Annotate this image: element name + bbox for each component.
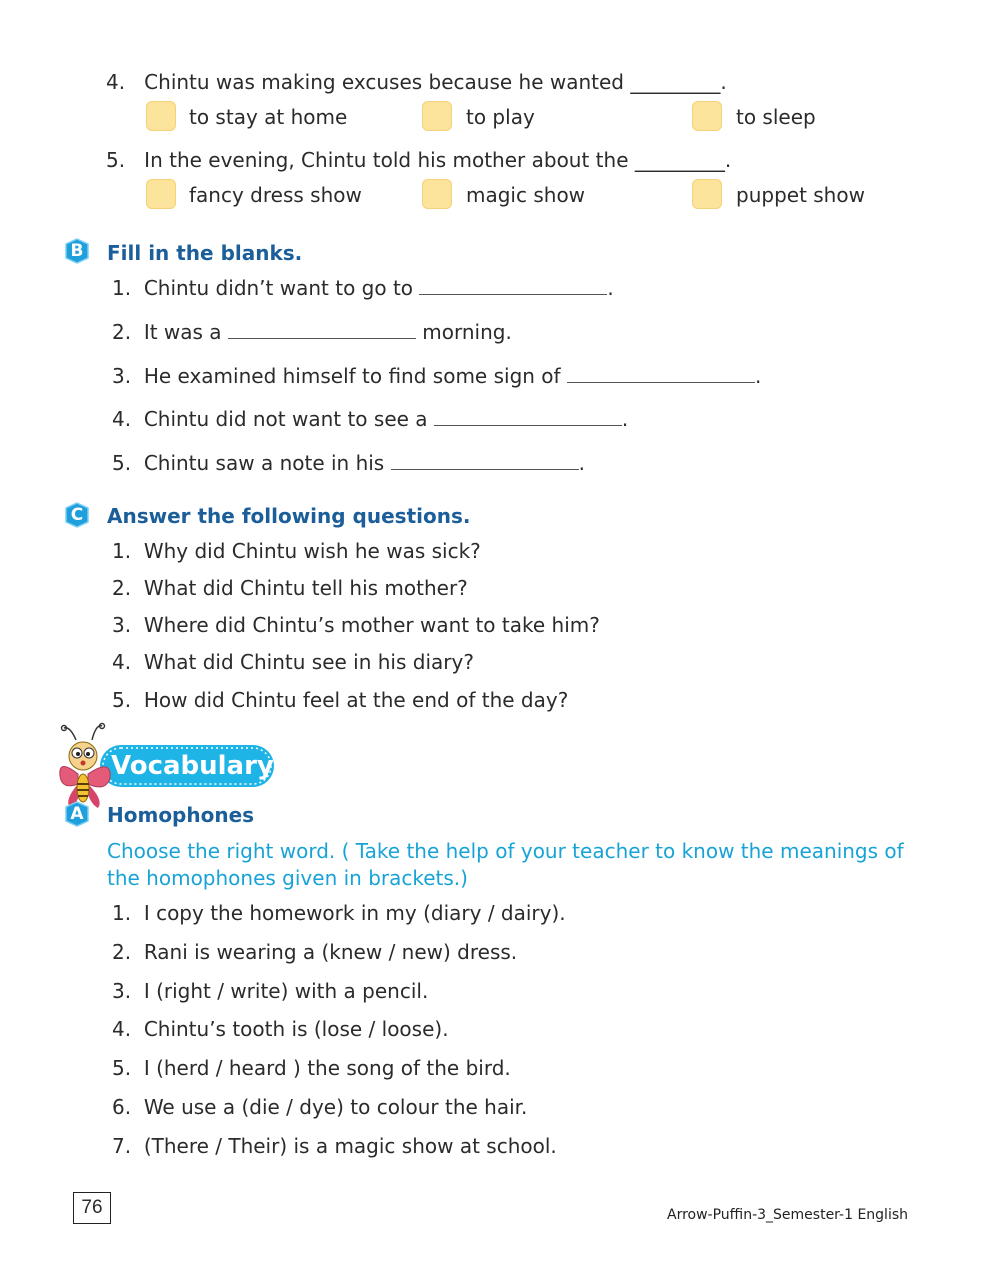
- question-text: In the evening, Chintu told his mother about the: [144, 148, 629, 172]
- item-number: 6.: [112, 1095, 132, 1119]
- answer-blank[interactable]: [419, 276, 607, 295]
- homophone-item: [112, 940, 517, 964]
- section-a-title: Homophones: [107, 803, 255, 827]
- homophone-item: [112, 901, 566, 925]
- item-number: 4.: [112, 650, 132, 674]
- answer-blank[interactable]: [391, 451, 579, 470]
- option-checkbox[interactable]: [422, 179, 452, 209]
- answer-blank[interactable]: [567, 364, 755, 383]
- item-text: Chintu did not want to see a: [143, 407, 428, 431]
- homophone-item: [112, 979, 428, 1003]
- item-text: (There / Their) is a magic show at school.: [143, 1134, 557, 1158]
- item-text: What did Chintu see in his diary?: [143, 650, 474, 674]
- fill-blank-item: [112, 451, 585, 475]
- item-number: 1.: [112, 901, 132, 925]
- question-item: [112, 576, 468, 600]
- item-text-end: .: [607, 276, 614, 300]
- option-checkbox[interactable]: [146, 101, 176, 131]
- item-number: 2.: [112, 320, 132, 344]
- option-checkbox[interactable]: [692, 101, 722, 131]
- fill-blank-item: [112, 407, 628, 431]
- mcq-question-4: [106, 70, 727, 94]
- option-checkbox[interactable]: [692, 179, 722, 209]
- option-label: to stay at home: [189, 105, 348, 129]
- answer-blank: _________.: [634, 148, 732, 172]
- option-checkbox[interactable]: [146, 179, 176, 209]
- item-number: 5.: [112, 451, 132, 475]
- section-a-instruction: Choose the right word. ( Take the help of your teacher to know the meanings of the homophones given in brackets.): [107, 839, 904, 890]
- item-text: I (right / write) with a pencil.: [143, 979, 429, 1003]
- item-number: 3.: [112, 613, 132, 637]
- question-item: [112, 613, 600, 637]
- page-number: 76: [73, 1192, 111, 1224]
- item-number: 2.: [112, 576, 132, 600]
- item-number: 5.: [112, 1056, 132, 1080]
- item-text: Why did Chintu wish he was sick?: [143, 539, 481, 563]
- answer-blank: _________.: [630, 70, 727, 94]
- section-b-title: Fill in the blanks.: [107, 241, 303, 265]
- item-text: Chintu’s tooth is (lose / loose).: [143, 1017, 449, 1041]
- option-label: to sleep: [736, 105, 816, 129]
- question-item: [112, 539, 481, 563]
- section-c-badge-icon: C: [64, 502, 90, 528]
- item-text: Rani is wearing a (knew / new) dress.: [143, 940, 518, 964]
- question-item: [112, 650, 474, 674]
- section-a-badge-icon: A: [64, 801, 90, 827]
- item-text: What did Chintu tell his mother?: [143, 576, 468, 600]
- item-text: I copy the homework in my (diary / dairy).: [143, 901, 566, 925]
- item-text-end: .: [578, 451, 585, 475]
- mcq-question-5: [106, 148, 731, 172]
- option-label: to play: [466, 105, 535, 129]
- item-number: 5.: [112, 688, 132, 712]
- item-number: 7.: [112, 1134, 132, 1158]
- question-item: [112, 688, 568, 712]
- book-title: Arrow-Puffin-3_Semester-1 English: [667, 1207, 909, 1223]
- option-label: magic show: [466, 183, 586, 207]
- item-text: He examined himself to find some sign of: [143, 364, 561, 388]
- section-b-badge-icon: B: [64, 238, 90, 264]
- homophone-item: [112, 1095, 527, 1119]
- item-number: 4.: [112, 407, 132, 431]
- item-text: How did Chintu feel at the end of the day?: [143, 688, 569, 712]
- answer-blank[interactable]: [228, 320, 416, 339]
- item-text-end: .: [754, 364, 762, 388]
- item-number: 4.: [112, 1017, 132, 1041]
- item-number: 2.: [112, 940, 132, 964]
- option-label: fancy dress show: [189, 183, 362, 207]
- item-text-end: .: [621, 407, 629, 431]
- item-text: Chintu saw a note in his: [143, 451, 385, 475]
- item-text: Where did Chintu’s mother want to take him?: [143, 613, 600, 637]
- option-checkbox[interactable]: [422, 101, 452, 131]
- item-number: 1.: [112, 539, 132, 563]
- item-text: Chintu didn’t want to go to: [143, 276, 414, 300]
- item-number: 3.: [112, 364, 132, 388]
- homophone-item: [112, 1056, 511, 1080]
- item-text: We use a (die / dye) to colour the hair.: [143, 1095, 528, 1119]
- item-text: I (herd / heard ) the song of the bird.: [143, 1056, 511, 1080]
- section-c-title: Answer the following questions.: [107, 504, 471, 528]
- question-number: 5.: [106, 148, 126, 172]
- fill-blank-item: [112, 320, 512, 344]
- homophone-item: [112, 1017, 449, 1041]
- item-text: It was a: [143, 320, 222, 344]
- fill-blank-item: [112, 276, 614, 300]
- question-number: 4.: [106, 70, 126, 94]
- answer-blank[interactable]: [434, 407, 622, 426]
- homophone-item: [112, 1134, 557, 1158]
- question-text: Chintu was making excuses because he wanted: [144, 70, 625, 94]
- item-number: 3.: [112, 979, 132, 1003]
- option-label: puppet show: [736, 183, 865, 207]
- item-text-end: morning.: [422, 320, 512, 344]
- item-number: 1.: [112, 276, 132, 300]
- fill-blank-item: [112, 364, 761, 388]
- vocabulary-banner-text: Vocabulary: [111, 751, 274, 781]
